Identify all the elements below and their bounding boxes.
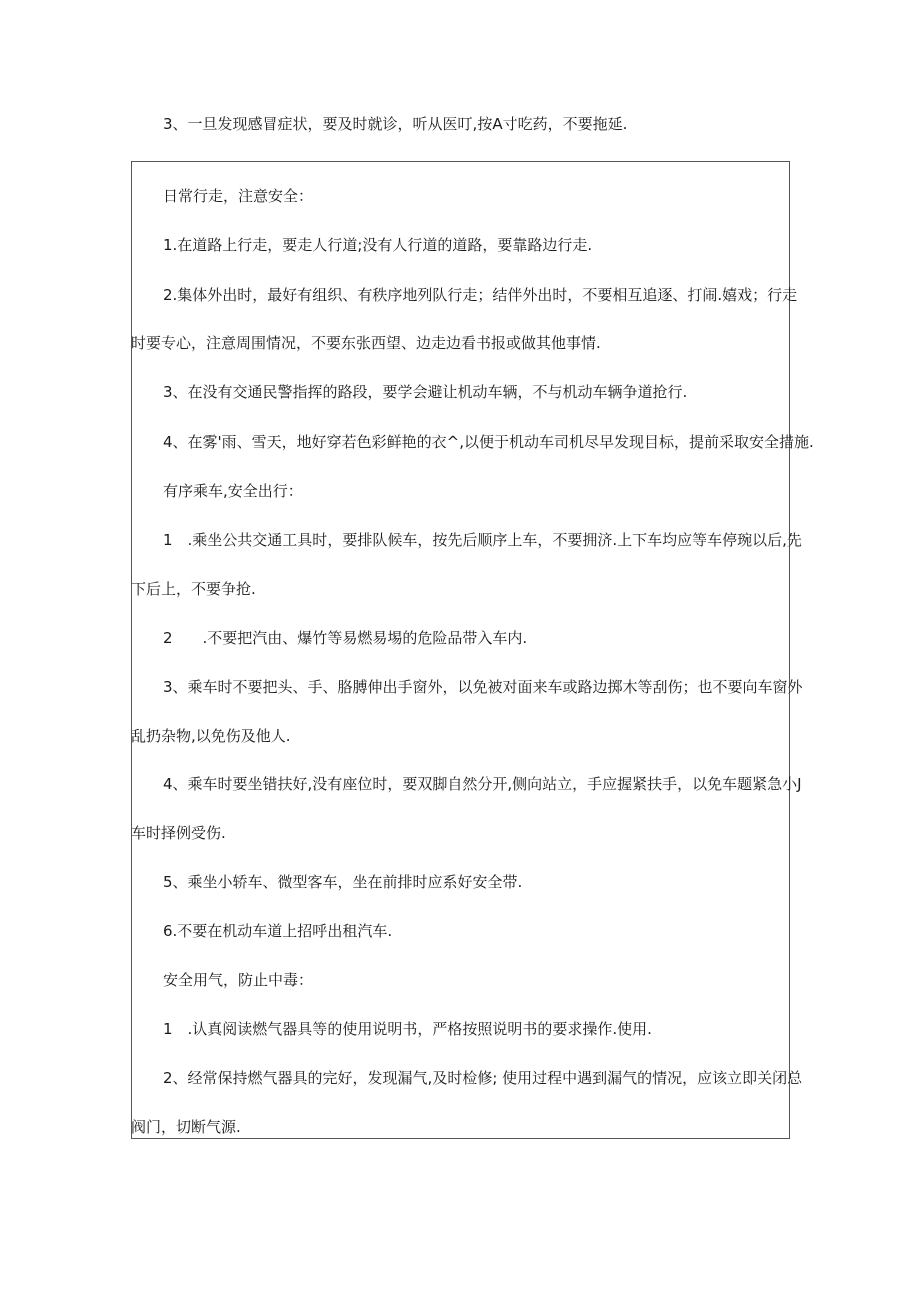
- gas-item-1: 1 .认真阅读燃气器具等的使用说明书，严格按照说明书的要求操作.使用.: [163, 1020, 652, 1038]
- riding-item-5: 5、乘坐小轿车、微型客车，坐在前排时应系好安全带.: [163, 873, 523, 891]
- walking-item-2-line-1: 2.集体外出时，最好有组织、有秩序地列队行走；结伴外出时，不要相互追逐、打闹.嬉戏；行走: [163, 286, 798, 304]
- riding-item-3-line-1: 3、乘车时不要把头、手、胳膊伸出手窗外，以免被对面来车或路边掷木等刮伤；也不要向车窗外: [163, 678, 803, 696]
- riding-item-3-line-2: 乱扔杂物,以免伤及他人.: [131, 727, 291, 745]
- section-heading-riding: 有序乘车,安全出行：: [163, 482, 303, 500]
- gas-item-2-line-1: 2、经常保持燃气器具的完好，发现漏气,及时检修; 使用过程中遇到漏气的情况，应该立即关闭总: [163, 1069, 803, 1087]
- riding-item-6: 6.不要在机动车道上招呼出租汽车.: [163, 922, 393, 940]
- gas-item-2-line-2: 阀门，切断气源.: [131, 1118, 241, 1136]
- riding-item-1-line-1: 1 .乘坐公共交通工具时，要排队候车，按先后顺序上车，不要拥济.上下车均应等车停琬以后,先: [163, 531, 802, 549]
- riding-item-1-line-2: 下后上，不要争抢.: [131, 580, 256, 598]
- section-heading-walking: 日常行走，注意安全：: [163, 187, 314, 205]
- section-heading-gas: 安全用气，防止中毒：: [163, 971, 314, 989]
- walking-item-4: 4、在雾'雨、雪天，地好穿若色彩鲜艳的衣^,以便于机动车司机尽早发现目标，提前采取安全措施.: [163, 433, 814, 451]
- walking-item-1: 1.在道路上行走，要走人行道;没有人行道的道路，要靠路边行走.: [163, 236, 593, 254]
- riding-item-4-line-1: 4、乘车时要坐错扶好,没有座位时，要双脚自然分开,侧向站立，手应握紧扶手，以免车题紧急小J: [163, 775, 802, 793]
- riding-item-2: 2 .不要把汽由、爆竹等易燃易埸的危险品带入车内.: [163, 629, 528, 647]
- riding-item-4-line-2: 车时择例受伤.: [131, 824, 226, 842]
- walking-item-3: 3、在没有交通民警指挥的路段，要学会避让机动车辆，不与机动车辆争道抢行.: [163, 383, 688, 401]
- walking-item-2-line-2: 时要专心，注意周围情况，不要东张西望、边走边看书报或做其他事情.: [131, 334, 601, 352]
- top-paragraph: 3、一旦发现感冒症状，要及时就诊，听从医叮,按A寸吃药，不要拖延.: [163, 115, 628, 133]
- content-box: [131, 161, 790, 1139]
